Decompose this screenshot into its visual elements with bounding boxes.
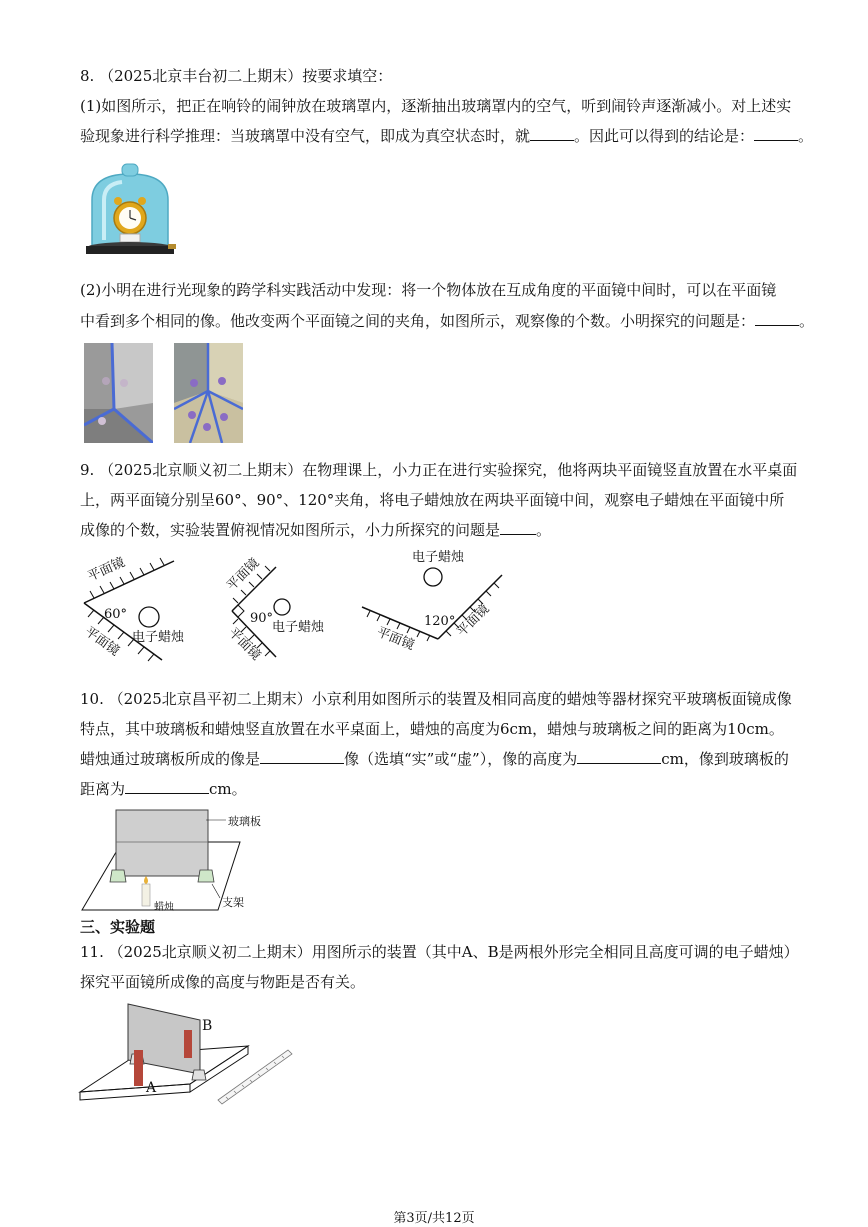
q8-p1-text-b: 。因此可以得到的结论是： [574, 127, 755, 145]
q10-blank-2[interactable] [577, 749, 661, 764]
q8-p1-line1: (1)如图所示，把正在响铃的闹钟放在玻璃罩内，逐渐抽出玻璃罩内的空气，听到闹铃声逐渐减小。对上述实 [80, 97, 792, 115]
glass-plate [116, 810, 208, 876]
mirror-label-60-top: 平面镜 [85, 555, 128, 585]
mirror-angle-figure [70, 545, 520, 675]
q8-blank-2[interactable] [754, 126, 798, 141]
candle [142, 884, 150, 906]
mirror-label-120-right: 平面镜 [454, 601, 493, 640]
q10-text-e: cm。 [209, 780, 247, 798]
q8-blank-3[interactable] [755, 311, 799, 326]
q10-blank-3[interactable] [125, 779, 209, 794]
bell-jar-figure [82, 160, 178, 262]
q8-header: 8. （2025北京丰台初二上期末）按要求填空： [80, 67, 393, 85]
q10-blank-1[interactable] [260, 749, 344, 764]
candle-ab-figure [78, 1000, 298, 1108]
section-title: 三、实验题 [80, 918, 156, 936]
q9-line2: 上，两平面镜分别呈60°、90°、120°夹角，将电子蜡烛放在两块平面镜中间，观察电子蜡烛在平面镜中所 [80, 491, 785, 509]
q8-p2-line1: (2)小明在进行光现象的跨学科实践活动中发现：将一个物体放在互成角度的平面镜中间时，可以在平面镜 [80, 281, 777, 299]
candle-a [134, 1050, 143, 1086]
angle-60-label: 60° [104, 607, 128, 622]
mirror-label-60-bottom: 平面镜 [81, 624, 123, 660]
q10-line2: 特点，其中玻璃板和蜡烛竖直放置在水平桌面上，蜡烛的高度为6cm，蜡烛与玻璃板之间的距离为10cm。 [80, 720, 784, 738]
q9-text-b: 。 [536, 521, 552, 539]
mirror-photo-2 [174, 343, 243, 443]
mirror-photo-1 [84, 343, 153, 443]
candle-label: 蜡烛 [154, 902, 174, 913]
q8-p2-text-b: 。 [799, 312, 815, 330]
mirror-label-90-bottom: 平面镜 [225, 625, 264, 664]
glass-plate-figure [78, 806, 278, 914]
page-footer: 第3页/共12页 [393, 1211, 475, 1226]
glass-label: 玻璃板 [228, 815, 261, 828]
q8-p1-text-a: 验现象进行科学推理：当玻璃罩中没有空气，即成为真空状态时，就 [80, 127, 531, 145]
q9-text-a: 成像的个数，实验装置俯视情况如图所示，小力所探究的问题是 [80, 521, 501, 539]
candle-90 [274, 599, 290, 615]
label-b: B [202, 1018, 213, 1034]
candle-b [184, 1030, 192, 1058]
q8-p1-line2 [80, 126, 813, 146]
bell-jar-knob [122, 164, 138, 176]
candle-label-120: 电子蜡烛 [412, 550, 465, 565]
q8-p2-line2 [80, 311, 814, 331]
stand-right [198, 870, 214, 882]
stand-left [110, 870, 126, 882]
q10-text-b: 像（选填“实”或“虚”），像的高度为 [344, 750, 578, 768]
q10-text-d: 距离为 [80, 780, 126, 798]
candle-60 [139, 607, 159, 627]
q10-line1: 10. （2025北京昌平初二上期末）小京利用如图所示的装置及相同高度的蜡烛等器材探究平玻璃板面镜成像 [80, 690, 792, 708]
label-a: A [146, 1080, 157, 1096]
q9-line3 [80, 520, 551, 540]
mirror-90-diagram [224, 555, 325, 663]
stand-label: 支架 [222, 896, 244, 909]
q8-blank-1[interactable] [530, 126, 574, 141]
mirror-60-diagram [82, 554, 185, 661]
q9-line1: 9. （2025北京顺义初二上期末）在物理课上，小力正在进行实验探究，他将两块平面镜竖直放置在水平桌面 [80, 461, 798, 479]
q10-text-c: cm，像到玻璃板的 [661, 750, 789, 768]
mirror-120-diagram [362, 549, 502, 653]
angle-120-label: 120° [424, 614, 456, 629]
q10-line4 [80, 779, 247, 799]
q10-text-a: 蜡烛通过玻璃板所成的像是 [80, 750, 261, 768]
q11-line2: 探究平面镜所成像的高度与物距是否有关。 [80, 973, 366, 991]
mirror-label-120-left: 平面镜 [374, 624, 417, 654]
q8-p2-text-a: 中看到多个相同的像。他改变两个平面镜之间的夹角，如图所示，观察像的个数。小明探究的问题是： [80, 312, 756, 330]
candle-label-60: 电子蜡烛 [132, 630, 185, 645]
candle-label-90: 电子蜡烛 [272, 620, 325, 635]
q10-line3 [80, 749, 789, 769]
q11-line1: 11. （2025北京顺义初二上期末）用图所示的装置（其中A、B是两根外形完全相同且高度可调的电子蜡烛） [80, 943, 799, 961]
q8-p1-text-c: 。 [798, 127, 814, 145]
mirror-label-90-top: 平面镜 [224, 555, 263, 594]
angle-90-label: 90° [250, 611, 274, 626]
candle-120 [424, 568, 442, 586]
q9-blank[interactable] [500, 520, 536, 535]
